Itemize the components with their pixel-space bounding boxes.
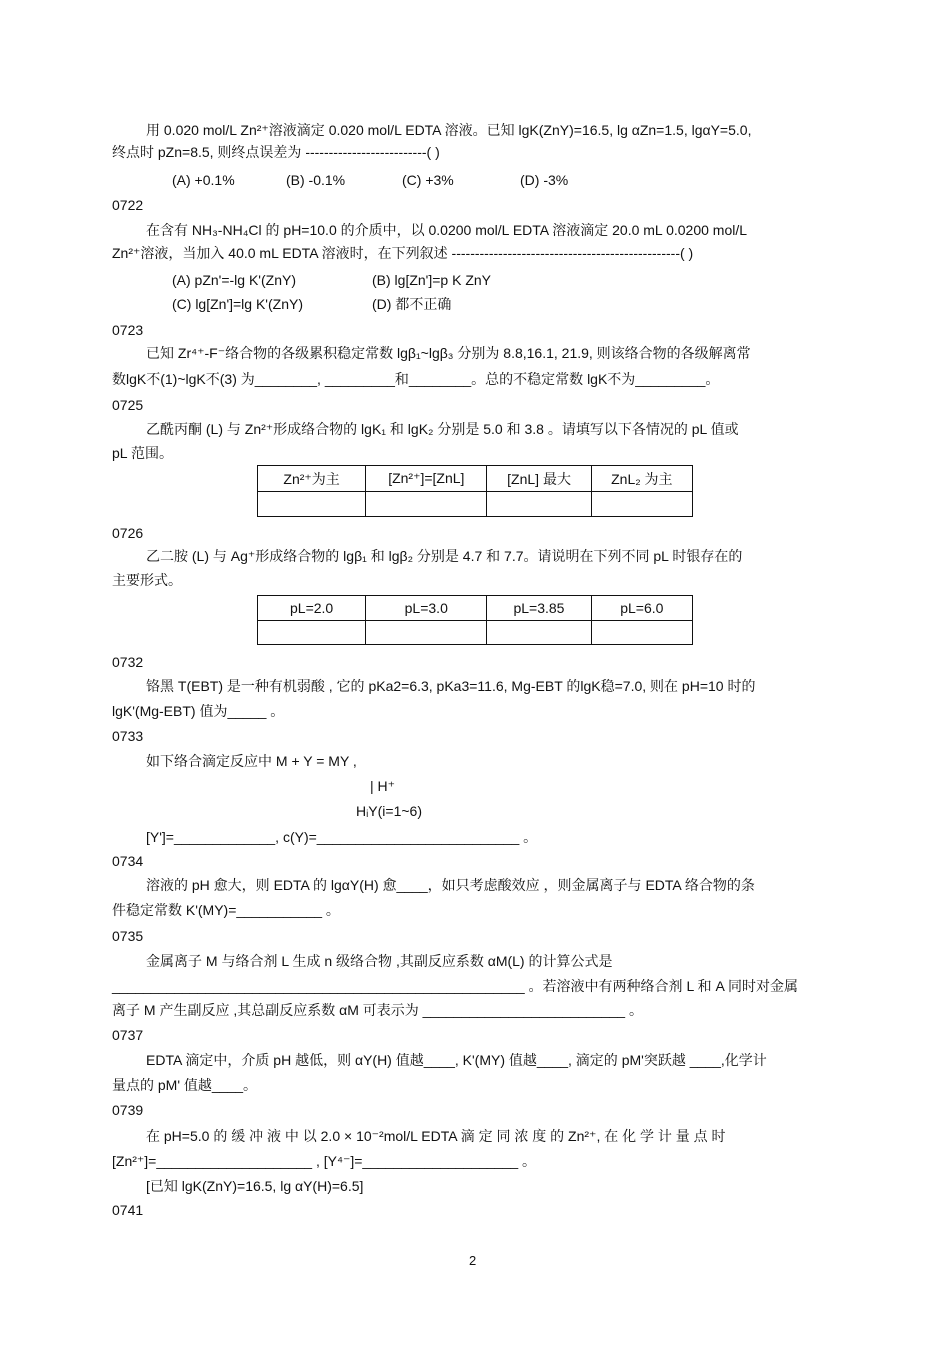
q0726-header-4: pL=6.0 [591,596,692,621]
q0735-line1: 金属离子 M 与络合剂 L 生成 n 级络合物 ,其副反应系数 αM(L) 的计算公式是 [146,953,613,969]
q0725-header-3: [ZnL] 最大 [487,466,591,492]
q0726-header-1: pL=2.0 [258,596,366,621]
q0739-line1: 在 pH=5.0 的 缓 冲 液 中 以 2.0 × 10⁻²mol/L EDTA 滴 定 同 浓 度 的 Zn²⁺, 在 化 学 计 量 点 时 [146,1128,726,1144]
q0725-answer-cell[interactable] [591,492,692,517]
page-number: 2 [469,1253,477,1268]
question-number-0725: 0725 [112,397,144,413]
q0720-option-c: (C) +3% [402,172,454,188]
q0725-header-1: Zn²⁺为主 [258,466,366,492]
q0726-line2: 主要形式。 [112,572,182,588]
q0735-line2: _____________________________________________________ 。若溶液中有两种络合剂 L 和 A 同时对金属 [112,978,798,994]
q0734-line1: 溶液的 pH 愈大，则 EDTA 的 lgαY(H) 愈____，如只考虑酸效应 ，则金属离子与 EDTA 络合物的条 [146,877,755,893]
q0725-answer-cell[interactable] [258,492,366,517]
question-number-0726: 0726 [112,525,144,541]
q0720-option-a: (A) +0.1% [172,172,235,188]
question-number-0741: 0741 [112,1202,144,1218]
question-number-0723: 0723 [112,322,144,338]
question-number-0732: 0732 [112,654,144,670]
q0720-option-d: (D) -3% [520,172,569,188]
q0723-line1: 已知 Zr⁴⁺-F⁻络合物的各级累积稳定常数 lgβ₁~lgβ₃ 分别为 8.8,16.1, 21.9, 则该络合物的各级解离常 [146,345,751,361]
q0734-line2: 件稳定常数 K'(MY)=___________ 。 [112,902,340,918]
q0720-line2: 终点时 pZn=8.5, 则终点误差为 --------------------------( ) [112,144,440,160]
q0737-line1: EDTA 滴定中，介质 pH 越低，则 αY(H) 值越____, K'(MY) 值越____, 滴定的 pM'突跃越 ____,化学计 [146,1052,767,1068]
q0732-line1: 铬黑 T(EBT) 是一种有机弱酸 , 它的 pKa2=6.3, pKa3=11.6, Mg-EBT 的lgK稳=7.0, 则在 pH=10 时的 [146,678,756,694]
q0726-header-2: pL=3.0 [366,596,487,621]
question-number-0733: 0733 [112,728,144,744]
q0733-answer-line: [Y']=_____________, c(Y)=__________________________ 。 [146,829,538,845]
q0726-line1: 乙二胺 (L) 与 Ag⁺形成络合物的 lgβ₁ 和 lgβ₂ 分别是 4.7 和 7.7。请说明在下列不同 pL 时银存在的 [146,548,743,564]
q0722-option-d: (D) 都不正确 [372,296,452,312]
q0720-line1: 用 0.020 mol/L Zn²⁺溶液滴定 0.020 mol/L EDTA 溶液。已知 lgK(ZnY)=16.5, lg αZn=1.5, lgαY=5.0, [146,122,752,138]
q0723-line2: 数lgK不(1)~lgK不(3) 为________, _________和________。总的不稳定常数 lgK不为_________。 [112,371,720,387]
question-number-0735: 0735 [112,928,144,944]
q0725-line2: pL 范围。 [112,445,173,461]
q0732-line2: lgK'(Mg-EBT) 值为_____ 。 [112,703,285,719]
q0725-answer-table [257,465,693,517]
q0726-answer-cell[interactable] [366,621,487,645]
q0739-line2: [Zn²⁺]=____________________ , [Y⁴⁻]=____________________ 。 [112,1153,537,1169]
q0725-header-2: [Zn²⁺]=[ZnL] [366,466,487,492]
q0726-header-3: pL=3.85 [487,596,591,621]
q0725-header-4: ZnL₂ 为主 [591,466,692,492]
q0733-hiy-species: HᵢY(i=1~6) [356,803,423,819]
q0733-equation: 如下络合滴定反应中 M + Y = MY , [146,753,357,769]
question-number-0722: 0722 [112,197,144,213]
q0726-answer-table [257,595,693,645]
question-number-0739: 0739 [112,1102,144,1118]
q0722-line1: 在含有 NH₃-NH₄Cl 的 pH=10.0 的介质中，以 0.0200 mol/L EDTA 溶液滴定 20.0 mL 0.0200 mol/L [146,222,748,238]
q0725-line1: 乙酰丙酮 (L) 与 Zn²⁺形成络合物的 lgK₁ 和 lgK₂ 分别是 5.0 和 3.8 。请填写以下各情况的 pL 值或 [146,421,739,437]
q0722-line2: Zn²⁺溶液，当加入 40.0 mL EDTA 溶液时，在下列叙述 -------------------------------------------------( ) [112,245,694,261]
q0725-answer-cell[interactable] [487,492,591,517]
q0722-option-c: (C) lg[Zn']=lg K'(ZnY) [172,296,303,312]
q0737-line2: 量点的 pM' 值越____。 [112,1077,258,1093]
q0722-option-a: (A) pZn'=-lg K'(ZnY) [172,272,296,288]
q0726-answer-cell[interactable] [258,621,366,645]
question-number-0737: 0737 [112,1027,144,1043]
q0739-line3: [已知 lgK(ZnY)=16.5, lg αY(H)=6.5] [146,1178,364,1194]
q0726-answer-cell[interactable] [487,621,591,645]
q0722-option-b: (B) lg[Zn']=p K ZnY [372,272,491,288]
question-number-0734: 0734 [112,853,144,869]
q0720-option-b: (B) -0.1% [286,172,346,188]
q0726-answer-cell[interactable] [591,621,692,645]
q0735-line3: 离子 M 产生副反应 ,其总副反应系数 αM 可表示为 __________________________ 。 [112,1002,643,1018]
q0733-proton-arrow: | H⁺ [370,778,396,794]
q0725-answer-cell[interactable] [366,492,487,517]
